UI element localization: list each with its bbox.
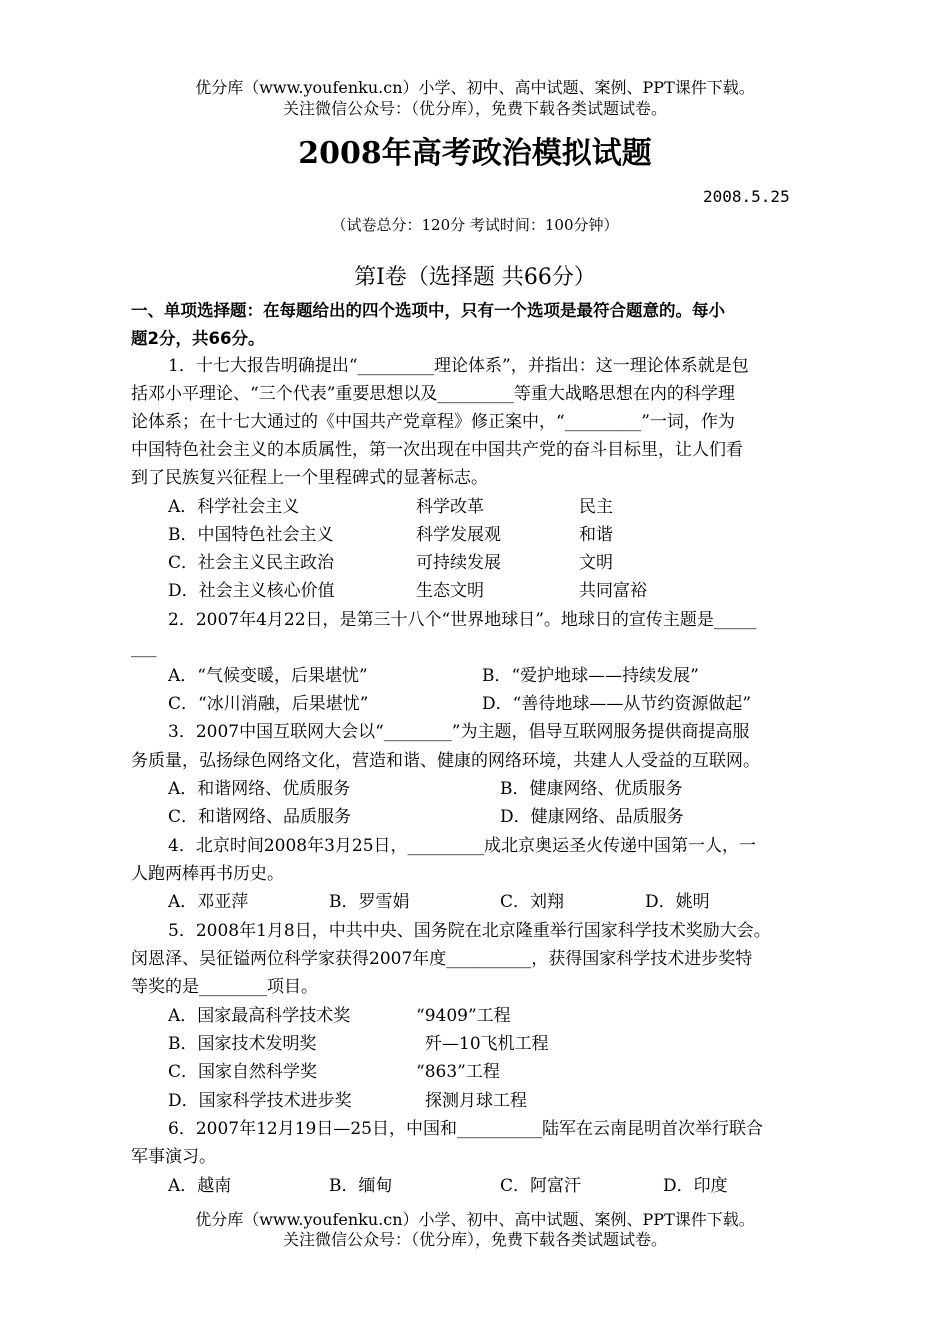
q6-option-d: D．印度 (663, 1176, 728, 1196)
q5-option-a: A．国家最高科学技术奖 (168, 1006, 351, 1026)
footer-line-2: 关注微信公众号：（优分库），免费下载各类试题试卷。 (282, 1230, 667, 1249)
q1-option-c-col2: 可持续发展 (416, 553, 501, 573)
q1-stem-line: 到了民族复兴征程上一个里程碑式的显著标志。 (131, 468, 488, 488)
q2-stem-line: 2．2007年4月22日，是第三十八个“世界地球日”。地球日的宣传主题是_____ (168, 610, 757, 630)
q3-stem-line: 3．2007中国互联网大会以“________”为主题，倡导互联网服务提供商提高服 (168, 722, 750, 742)
q1-option-d-col3: 共同富裕 (579, 581, 647, 601)
q6-option-c: C．阿富汗 (500, 1176, 582, 1196)
q2-option-d: D．“善待地球——从节约资源做起” (482, 694, 752, 714)
q4-stem-line: 4．北京时间2008年3月25日，_________成北京奥运圣火传递中国第一人，一 (168, 836, 757, 856)
q3-option-a: A．和谐网络、优质服务 (168, 779, 351, 799)
q5-option-d: D．国家科学技术进步奖 (168, 1091, 352, 1111)
q3-stem-line: 务质量，弘扬绿色网络文化，营造和谐、健康的网络环境，共建人人受益的互联网。 (131, 751, 760, 771)
q6-option-a: A．越南 (168, 1176, 232, 1196)
q2-stem-line: ___ (131, 638, 157, 658)
q1-stem-line: 论体系；在十七大通过的《中国共产党章程》修正案中，“_________”一词，作为 (131, 412, 735, 432)
q6-option-b: B．缅甸 (329, 1176, 393, 1196)
q1-option-b-col2: 科学发展观 (416, 525, 501, 545)
q2-option-b: B．“爱护地球——持续发展” (482, 666, 699, 686)
q3-option-d: D．健康网络、品质服务 (500, 807, 684, 827)
q5-stem-line: 闵恩泽、吴征镒两位科学家获得2007年度__________，获得国家科学技术进步奖特 (131, 949, 753, 969)
q1-option-c-col3: 文明 (579, 553, 613, 573)
volume-heading: 第I卷（选择题 共66分） (354, 265, 596, 290)
header-line-1: 优分库（www.youfenku.cn）小学、初中、高中试题、案例、PPT课件下载。 (195, 78, 755, 97)
q1-option-c: C．社会主义民主政治 (168, 553, 335, 573)
q5-option-c-col2: “863”工程 (416, 1062, 500, 1082)
q1-option-d-col2: 生态文明 (416, 581, 484, 601)
q1-option-b-col3: 和谐 (579, 525, 613, 545)
q2-option-a: A．“气候变暖，后果堪忧” (168, 666, 368, 686)
q4-stem-line: 人跑两棒再书历史。 (131, 864, 284, 884)
q1-stem-line: 中国特色社会主义的本质属性，第一次出现在中国共产党的奋斗目标里，让人们看 (131, 440, 743, 460)
q4-option-c: C．刘翔 (500, 892, 565, 912)
header-line-2: 关注微信公众号：（优分库），免费下载各类试题试卷。 (282, 99, 667, 118)
q5-option-b-col2: 歼—10飞机工程 (425, 1034, 549, 1054)
q1-option-b: B．中国特色社会主义 (168, 525, 334, 545)
q5-option-a-col2: “9409”工程 (416, 1006, 511, 1026)
q6-stem-line: 6．2007年12月19日—25日，中国和__________陆军在云南昆明首次举行联合 (168, 1119, 763, 1139)
section-heading-line-2: 题2分，共66分。 (131, 329, 265, 348)
q4-option-a: A．邓亚萍 (168, 892, 249, 912)
section-heading-line-1: 一、单项选择题：在每题给出的四个选项中，只有一个选项是最符合题意的。每小 (131, 301, 725, 320)
q2-option-c: C．“冰川消融，后果堪忧” (168, 694, 369, 714)
q1-option-a-col2: 科学改革 (416, 497, 484, 517)
q1-option-d: D．社会主义核心价值 (168, 581, 335, 601)
q6-stem-line: 军事演习。 (131, 1147, 216, 1167)
q5-stem-line: 5．2008年1月8日，中共中央、国务院在北京隆重举行国家科学技术奖励大会。 (168, 921, 771, 941)
q5-option-d-col2: 探测月球工程 (425, 1091, 527, 1111)
q1-stem-line: 1．十七大报告明确提出“_________理论体系”，并指出：这一理论体系就是包 (168, 356, 749, 376)
q3-option-c: C．和谐网络、品质服务 (168, 807, 352, 827)
page-title: 2008年高考政治模拟试题 (298, 136, 652, 171)
q1-stem-line: 括邓小平理论、“三个代表”重要思想以及_________等重大战略思想在内的科学理 (131, 384, 735, 404)
q4-option-d: D．姚明 (645, 892, 710, 912)
footer-line-1: 优分库（www.youfenku.cn）小学、初中、高中试题、案例、PPT课件下载。 (195, 1210, 755, 1229)
q5-option-b: B．国家技术发明奖 (168, 1034, 317, 1054)
exam-date: 2008.5.25 (703, 187, 790, 206)
q3-option-b: B．健康网络、优质服务 (500, 779, 683, 799)
q1-option-a-col3: 民主 (579, 497, 613, 517)
q5-stem-line: 等奖的是________项目。 (131, 977, 318, 997)
q5-option-c: C．国家自然科学奖 (168, 1062, 318, 1082)
exam-meta: （试卷总分：120分 考试时间：100分钟） (331, 216, 619, 234)
q1-option-a: A．科学社会主义 (168, 497, 300, 517)
q4-option-b: B．罗雪娟 (329, 892, 410, 912)
